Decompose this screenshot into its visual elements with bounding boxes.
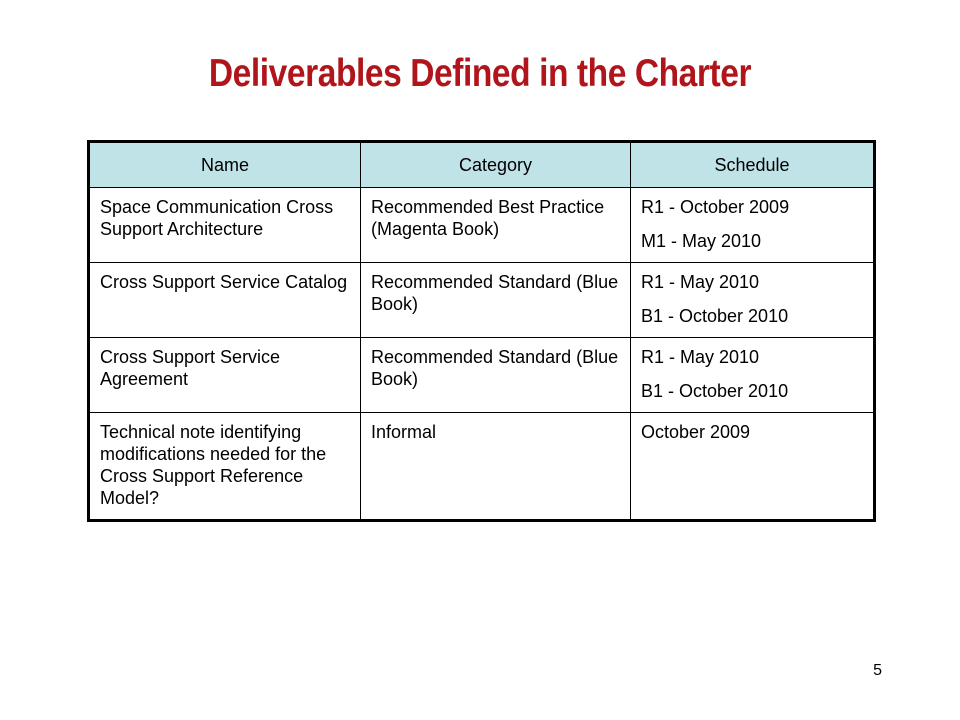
schedule-line: R1 - October 2009 [641, 197, 790, 217]
cell-category: Recommended Standard (Blue Book) [361, 263, 631, 338]
cell-schedule [631, 413, 875, 521]
cell-schedule [631, 188, 875, 263]
table-body [89, 188, 875, 521]
schedule-line: M1 - May 2010 [641, 231, 762, 251]
cell-schedule [631, 263, 875, 338]
cell-category: Informal [361, 413, 631, 521]
header-row [89, 142, 875, 188]
table-header [89, 142, 875, 188]
header-category: Category [361, 142, 631, 188]
cell-name: Cross Support Service Agreement [89, 338, 361, 413]
table-row [89, 188, 875, 263]
deliverables-table [87, 140, 876, 522]
header-schedule: Schedule [631, 142, 875, 188]
slide-title: Deliverables Defined in the Charter [208, 52, 752, 95]
schedule-line: B1 - October 2010 [641, 381, 789, 401]
cell-category: Recommended Best Practice (Magenta Book) [361, 188, 631, 263]
table-row [89, 263, 875, 338]
schedule-line: R1 - May 2010 [641, 347, 760, 367]
schedule-line: R1 - May 2010 [641, 272, 760, 292]
cell-name: Cross Support Service Catalog [89, 263, 361, 338]
cell-name: Space Communication Cross Support Architecture [89, 188, 361, 263]
table-row [89, 338, 875, 413]
cell-name: Technical note identifying modifications needed for the Cross Support Reference Model? [89, 413, 361, 521]
cell-schedule [631, 338, 875, 413]
header-name: Name [89, 142, 361, 188]
schedule-line: October 2009 [641, 422, 751, 442]
page-number: 5 [873, 662, 882, 679]
table-row [89, 413, 875, 521]
cell-category: Recommended Standard (Blue Book) [361, 338, 631, 413]
schedule-line: B1 - October 2010 [641, 306, 789, 326]
